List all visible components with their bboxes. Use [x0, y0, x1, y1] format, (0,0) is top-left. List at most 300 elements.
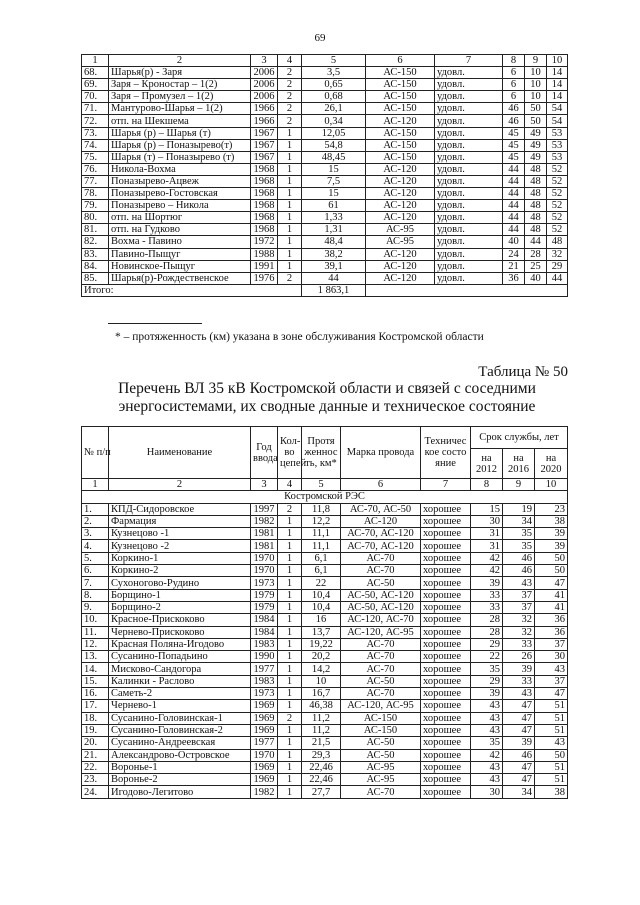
cell-wire: АС-70	[341, 552, 421, 564]
cell-wire: АС-70	[341, 651, 421, 663]
header-num: № п/п	[82, 427, 109, 479]
cell-circuits: 1	[278, 151, 302, 163]
cell-2020: 51	[535, 700, 568, 712]
cell-circuits: 1	[278, 761, 302, 773]
table-row	[82, 151, 568, 163]
cell-length: 61	[302, 200, 366, 212]
cell-length: 15	[302, 188, 366, 200]
cell-length: 54,8	[302, 139, 366, 151]
table-row	[82, 601, 568, 613]
cell-year: 1968	[251, 200, 278, 212]
cell-condition: хорошее	[421, 589, 471, 601]
cell-2020: 51	[535, 774, 568, 786]
cell-name: Чернево-1	[109, 700, 251, 712]
table-row	[82, 565, 568, 577]
cell-length: 12,05	[302, 127, 366, 139]
cell-2020: 50	[535, 749, 568, 761]
table-row	[82, 589, 568, 601]
cell-2012: 22	[471, 651, 503, 663]
cell-name: Борщино-2	[109, 601, 251, 613]
cell-condition: хорошее	[421, 749, 471, 761]
cell-year: 1984	[251, 626, 278, 638]
table-row	[82, 540, 568, 552]
table-row	[82, 528, 568, 540]
cell-year: 1979	[251, 589, 278, 601]
overhead-lines-table	[81, 426, 568, 799]
cell-year: 1981	[251, 540, 278, 552]
table-row	[82, 663, 568, 675]
cell-name: Заря – Кроностар – 1(2)	[109, 79, 251, 91]
cell-wire: АС-70	[341, 663, 421, 675]
cell-2016: 37	[503, 601, 535, 613]
cell-2016: 48	[525, 175, 547, 187]
cell-circuits: 1	[278, 175, 302, 187]
cell-wire: АС-150	[366, 151, 435, 163]
cell-2016: 10	[525, 67, 547, 79]
cell-2012: 24	[503, 248, 525, 260]
cell-year: 1968	[251, 212, 278, 224]
cell-circuits: 1	[278, 651, 302, 663]
header-row-1	[82, 427, 568, 449]
table-row	[82, 651, 568, 663]
cell-num: 69.	[82, 79, 109, 91]
cell-wire: АС-70	[341, 786, 421, 798]
cell-2020: 44	[547, 272, 568, 284]
cell-year: 1982	[251, 515, 278, 527]
cell-wire: АС-50	[341, 577, 421, 589]
cell-condition: удовл.	[435, 91, 503, 103]
cell-year: 1967	[251, 151, 278, 163]
table-row	[82, 175, 568, 187]
cell-year: 1966	[251, 103, 278, 115]
table-row	[82, 139, 568, 151]
cell-year: 1969	[251, 761, 278, 773]
cell-num: 85.	[82, 272, 109, 284]
cell-circuits: 2	[278, 79, 302, 91]
cell-2016: 33	[503, 675, 535, 687]
total-value: 1 863,1	[302, 284, 366, 296]
cell-2016: 37	[503, 589, 535, 601]
header-2016: на 2016	[503, 449, 535, 479]
cell-num: 7.	[82, 577, 109, 589]
table-row	[82, 67, 568, 79]
cell-condition: хорошее	[421, 601, 471, 613]
cell-wire: АС-95	[341, 761, 421, 773]
cell-length: 11,1	[302, 540, 341, 552]
cell-2016: 39	[503, 663, 535, 675]
column-number: 3	[251, 479, 278, 491]
cell-2012: 42	[471, 565, 503, 577]
cell-2016: 32	[503, 626, 535, 638]
table-row	[82, 515, 568, 527]
cell-2020: 14	[547, 91, 568, 103]
cell-wire: АС-150	[366, 67, 435, 79]
cell-2020: 51	[535, 761, 568, 773]
cell-wire: АС-150	[366, 103, 435, 115]
cell-length: 39,1	[302, 260, 366, 272]
table-title	[92, 380, 562, 416]
cell-year: 1970	[251, 749, 278, 761]
cell-num: 81.	[82, 224, 109, 236]
cell-wire: АС-150	[341, 724, 421, 736]
cell-circuits: 1	[278, 577, 302, 589]
column-number: 1	[82, 479, 109, 491]
cell-name: Коркино-1	[109, 552, 251, 564]
cell-name: Саметь-2	[109, 688, 251, 700]
table-row	[82, 700, 568, 712]
cell-name: Новинское-Пыщуг	[109, 260, 251, 272]
cell-num: 13.	[82, 651, 109, 663]
cell-2016: 34	[503, 515, 535, 527]
cell-circuits: 1	[278, 626, 302, 638]
cell-2012: 44	[503, 224, 525, 236]
cell-circuits: 1	[278, 200, 302, 212]
cell-circuits: 1	[278, 188, 302, 200]
cell-year: 1973	[251, 688, 278, 700]
cell-length: 6,1	[302, 552, 341, 564]
table-row	[82, 774, 568, 786]
cell-num: 78.	[82, 188, 109, 200]
column-number-row	[82, 55, 568, 67]
cell-length: 0,65	[302, 79, 366, 91]
cell-condition: хорошее	[421, 724, 471, 736]
table-row	[82, 224, 568, 236]
continuation-table	[81, 54, 568, 297]
cell-length: 16	[302, 614, 341, 626]
cell-2020: 52	[547, 212, 568, 224]
cell-circuits: 1	[278, 724, 302, 736]
table-row	[82, 688, 568, 700]
cell-condition: удовл.	[435, 260, 503, 272]
cell-2016: 35	[503, 528, 535, 540]
cell-2020: 23	[535, 503, 568, 515]
table-row	[82, 79, 568, 91]
column-number: 6	[341, 479, 421, 491]
cell-length: 44	[302, 272, 366, 284]
cell-2012: 28	[471, 626, 503, 638]
cell-2020: 41	[535, 601, 568, 613]
cell-wire: АС-120	[366, 115, 435, 127]
cell-condition: хорошее	[421, 700, 471, 712]
cell-2016: 35	[503, 540, 535, 552]
cell-name: Фармация	[109, 515, 251, 527]
cell-circuits: 2	[278, 103, 302, 115]
cell-circuits: 1	[278, 212, 302, 224]
cell-wire: АС-70	[341, 688, 421, 700]
cell-2020: 51	[535, 724, 568, 736]
cell-name: Шарья (т) – Поназырево (т)	[109, 151, 251, 163]
cell-2012: 29	[471, 638, 503, 650]
cell-wire: АС-120	[366, 212, 435, 224]
cell-length: 1,31	[302, 224, 366, 236]
cell-wire: АС-120	[366, 163, 435, 175]
cell-name: отп. на Шекшема	[109, 115, 251, 127]
cell-2012: 35	[471, 663, 503, 675]
cell-name: Красное-Прискоково	[109, 614, 251, 626]
table-row	[82, 737, 568, 749]
header-year: Год ввода	[251, 427, 278, 479]
cell-num: 6.	[82, 565, 109, 577]
cell-2020: 53	[547, 127, 568, 139]
cell-name: Вохма - Павино	[109, 236, 251, 248]
cell-length: 3,5	[302, 67, 366, 79]
table-row	[82, 552, 568, 564]
cell-2020: 43	[535, 663, 568, 675]
cell-condition: хорошее	[421, 638, 471, 650]
cell-2016: 44	[525, 236, 547, 248]
column-number: 6	[366, 55, 435, 67]
cell-name: Кузнецово -2	[109, 540, 251, 552]
cell-name: Заря – Промузел – 1(2)	[109, 91, 251, 103]
cell-name: Сусанино-Головинская-1	[109, 712, 251, 724]
cell-2012: 6	[503, 91, 525, 103]
cell-2020: 14	[547, 67, 568, 79]
cell-condition: хорошее	[421, 577, 471, 589]
cell-name: отп. на Шортюг	[109, 212, 251, 224]
table-row	[82, 675, 568, 687]
cell-year: 1968	[251, 163, 278, 175]
cell-2012: 21	[503, 260, 525, 272]
cell-num: 75.	[82, 151, 109, 163]
cell-2020: 48	[547, 236, 568, 248]
cell-num: 17.	[82, 700, 109, 712]
cell-wire: АС-70, АС-50	[341, 503, 421, 515]
table-row	[82, 188, 568, 200]
cell-2020: 52	[547, 163, 568, 175]
cell-2016: 50	[525, 115, 547, 127]
cell-year: 1976	[251, 272, 278, 284]
table-title-line-1: Перечень ВЛ 35 кВ Костромской области и связей с соседними	[118, 380, 536, 397]
cell-wire: АС-150	[366, 139, 435, 151]
cell-condition: хорошее	[421, 626, 471, 638]
table-row	[82, 712, 568, 724]
cell-wire: АС-50	[341, 737, 421, 749]
cell-circuits: 2	[278, 712, 302, 724]
cell-circuits: 2	[278, 503, 302, 515]
page-number: 69	[314, 32, 326, 44]
cell-2012: 44	[503, 163, 525, 175]
cell-year: 1967	[251, 127, 278, 139]
cell-2012: 43	[471, 761, 503, 773]
cell-num: 14.	[82, 663, 109, 675]
cell-condition: хорошее	[421, 675, 471, 687]
cell-2012: 45	[503, 139, 525, 151]
cell-num: 74.	[82, 139, 109, 151]
column-number: 10	[535, 479, 568, 491]
cell-length: 20,2	[302, 651, 341, 663]
cell-condition: удовл.	[435, 175, 503, 187]
cell-circuits: 1	[278, 601, 302, 613]
cell-condition: хорошее	[421, 688, 471, 700]
cell-length: 22	[302, 577, 341, 589]
cell-length: 26,1	[302, 103, 366, 115]
cell-2012: 43	[471, 712, 503, 724]
cell-length: 1,33	[302, 212, 366, 224]
cell-wire: АС-50	[341, 675, 421, 687]
cell-2012: 30	[471, 515, 503, 527]
cell-2016: 25	[525, 260, 547, 272]
cell-name: Шарья (р) – Шарья (т)	[109, 127, 251, 139]
table-row	[82, 103, 568, 115]
cell-wire: АС-150	[366, 79, 435, 91]
cell-length: 46,38	[302, 700, 341, 712]
cell-circuits: 2	[278, 91, 302, 103]
cell-wire: АС-120	[366, 248, 435, 260]
table-row	[82, 626, 568, 638]
cell-length: 21,5	[302, 737, 341, 749]
total-row	[82, 284, 568, 296]
cell-2020: 38	[535, 786, 568, 798]
cell-year: 1969	[251, 700, 278, 712]
cell-year: 1968	[251, 175, 278, 187]
cell-2020: 53	[547, 139, 568, 151]
cell-name: Поназырево-Гостовская	[109, 188, 251, 200]
table-row	[82, 749, 568, 761]
cell-condition: удовл.	[435, 212, 503, 224]
cell-2016: 46	[503, 565, 535, 577]
cell-circuits: 1	[278, 236, 302, 248]
table-title-line-2: энергосистемами, их сводные данные и техническое состояние	[118, 398, 536, 415]
cell-circuits: 1	[278, 749, 302, 761]
cell-circuits: 1	[278, 786, 302, 798]
cell-name: Сусанино-Андреевская	[109, 737, 251, 749]
cell-circuits: 1	[278, 139, 302, 151]
cell-2016: 48	[525, 188, 547, 200]
cell-2016: 47	[503, 774, 535, 786]
cell-num: 21.	[82, 749, 109, 761]
cell-2020: 52	[547, 224, 568, 236]
cell-length: 11,2	[302, 724, 341, 736]
cell-wire: АС-150	[341, 712, 421, 724]
total-label: Итого:	[82, 284, 302, 296]
cell-length: 48,4	[302, 236, 366, 248]
section-title: Костромской РЭС	[82, 491, 568, 503]
cell-2016: 48	[525, 163, 547, 175]
cell-circuits: 1	[278, 663, 302, 675]
cell-num: 23.	[82, 774, 109, 786]
cell-length: 11,2	[302, 712, 341, 724]
cell-wire: АС-95	[366, 224, 435, 236]
cell-2016: 19	[503, 503, 535, 515]
cell-2016: 40	[525, 272, 547, 284]
cell-name: Сусанино-Попадьино	[109, 651, 251, 663]
cell-condition: удовл.	[435, 163, 503, 175]
cell-2012: 6	[503, 67, 525, 79]
cell-name: отп. на Гудково	[109, 224, 251, 236]
cell-length: 16,7	[302, 688, 341, 700]
header-circuits: Кол-во цепей	[278, 427, 302, 479]
cell-length: 27,7	[302, 786, 341, 798]
cell-wire: АС-150	[366, 91, 435, 103]
cell-length: 12,2	[302, 515, 341, 527]
cell-num: 12.	[82, 638, 109, 650]
cell-2016: 48	[525, 212, 547, 224]
cell-year: 1977	[251, 663, 278, 675]
column-number: 8	[503, 55, 525, 67]
cell-num: 15.	[82, 675, 109, 687]
cell-length: 6,1	[302, 565, 341, 577]
cell-2020: 54	[547, 103, 568, 115]
cell-condition: хорошее	[421, 761, 471, 773]
cell-name: Шарья (р) – Поназырево(т)	[109, 139, 251, 151]
cell-2012: 39	[471, 688, 503, 700]
cell-2020: 52	[547, 175, 568, 187]
footnote: * – протяженность (км) указана в зоне обслуживания Костромской области	[115, 331, 484, 343]
cell-name: Павино-Пыщуг	[109, 248, 251, 260]
cell-condition: удовл.	[435, 127, 503, 139]
cell-num: 18.	[82, 712, 109, 724]
cell-name: Сухоногово-Рудино	[109, 577, 251, 589]
cell-2012: 45	[503, 127, 525, 139]
cell-wire: АС-120	[366, 260, 435, 272]
cell-condition: удовл.	[435, 272, 503, 284]
cell-name: Шарья(р)-Рождественское	[109, 272, 251, 284]
cell-wire: АС-50	[341, 749, 421, 761]
cell-wire: АС-120, АС-70	[341, 614, 421, 626]
header-length: Протяженность, км*	[302, 427, 341, 479]
cell-name: Кузнецово -1	[109, 528, 251, 540]
cell-circuits: 1	[278, 700, 302, 712]
cell-wire: АС-95	[366, 236, 435, 248]
cell-name: Калинки - Раслово	[109, 675, 251, 687]
column-number: 7	[421, 479, 471, 491]
cell-circuits: 1	[278, 163, 302, 175]
cell-circuits: 1	[278, 589, 302, 601]
cell-wire: АС-50, АС-120	[341, 601, 421, 613]
cell-2016: 49	[525, 127, 547, 139]
cell-num: 73.	[82, 127, 109, 139]
cell-num: 16.	[82, 688, 109, 700]
cell-year: 1983	[251, 675, 278, 687]
cell-2020: 53	[547, 151, 568, 163]
cell-num: 24.	[82, 786, 109, 798]
cell-year: 1977	[251, 737, 278, 749]
cell-wire: АС-120	[366, 175, 435, 187]
cell-2012: 46	[503, 103, 525, 115]
cell-circuits: 2	[278, 272, 302, 284]
cell-circuits: 1	[278, 127, 302, 139]
cell-wire: АС-95	[341, 774, 421, 786]
cell-year: 1969	[251, 774, 278, 786]
cell-circuits: 1	[278, 565, 302, 577]
cell-2016: 10	[525, 79, 547, 91]
cell-year: 1973	[251, 577, 278, 589]
cell-2016: 39	[503, 737, 535, 749]
cell-num: 76.	[82, 163, 109, 175]
cell-wire: АС-120, АС-95	[341, 700, 421, 712]
cell-2012: 43	[471, 700, 503, 712]
cell-circuits: 2	[278, 67, 302, 79]
header-condition: Техническое состояние	[421, 427, 471, 479]
cell-condition: удовл.	[435, 248, 503, 260]
cell-length: 10,4	[302, 589, 341, 601]
cell-name: Сусанино-Головинская-2	[109, 724, 251, 736]
cell-num: 2.	[82, 515, 109, 527]
cell-condition: хорошее	[421, 540, 471, 552]
cell-2016: 34	[503, 786, 535, 798]
cell-circuits: 1	[278, 540, 302, 552]
cell-wire: АС-150	[366, 127, 435, 139]
table-row	[82, 724, 568, 736]
cell-circuits: 1	[278, 675, 302, 687]
cell-2020: 41	[535, 589, 568, 601]
cell-num: 19.	[82, 724, 109, 736]
cell-condition: хорошее	[421, 565, 471, 577]
column-number: 4	[278, 479, 302, 491]
cell-num: 4.	[82, 540, 109, 552]
cell-2016: 10	[525, 91, 547, 103]
cell-name: Никола-Вохма	[109, 163, 251, 175]
